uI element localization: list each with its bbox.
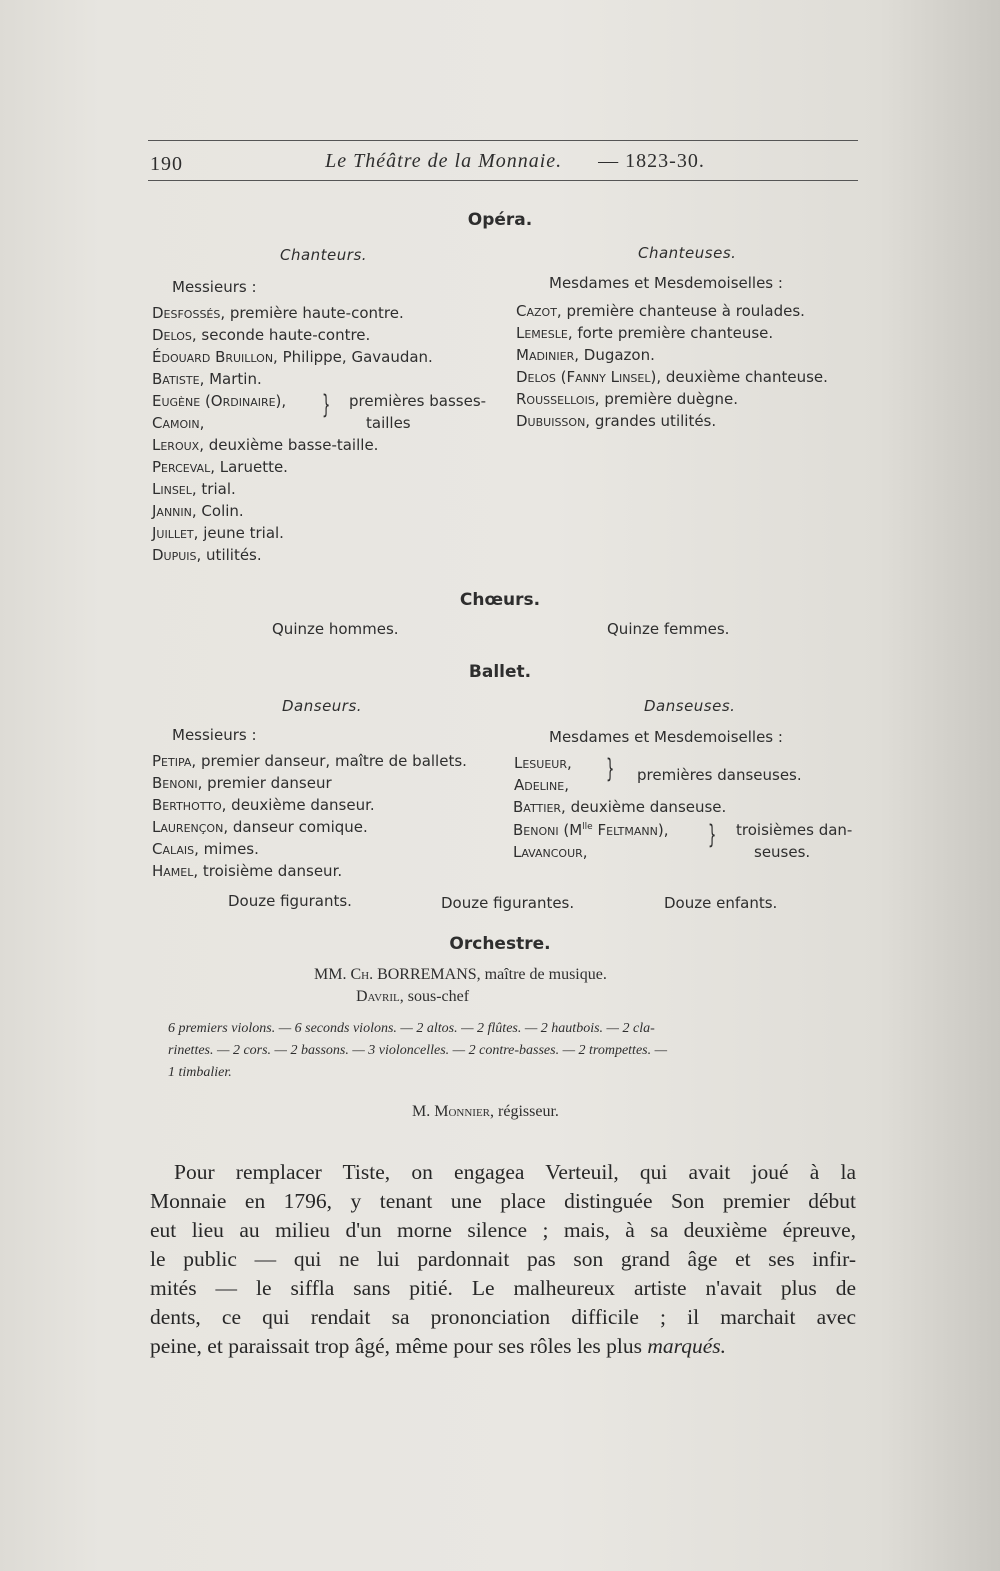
body-line: Monnaie en 1796, y tenant une place distinguée Son premier début xyxy=(150,1189,856,1213)
danseurs-subheading: Danseurs. xyxy=(282,697,363,715)
brace-glyph: } xyxy=(708,820,717,850)
chanteuses-subheading: Chanteuses. xyxy=(638,244,737,262)
danseuses-subheading: Danseuses. xyxy=(644,697,736,715)
danseuses-intro: Mesdames et Mesdemoiselles : xyxy=(549,728,783,746)
douze-figurantes: Douze figurantes. xyxy=(441,894,575,912)
chanteur-line: Juillet, jeune trial. xyxy=(152,524,284,542)
douze-enfants: Douze enfants. xyxy=(664,894,778,912)
choeurs-femmes: Quinze femmes. xyxy=(607,620,730,638)
body-line: Pour remplacer Tiste, on engagea Verteuil, qui avait joué à la xyxy=(174,1160,856,1184)
brace-glyph: } xyxy=(322,390,331,420)
chanteurs-intro: Messieurs : xyxy=(172,278,257,296)
premieres-danseuses: premières danseuses. xyxy=(637,766,802,784)
body-line: eut lieu au milieu d'un morne silence ; mais, à sa deuxième épreuve, xyxy=(150,1218,856,1242)
choeurs-heading: Chœurs. xyxy=(459,590,541,610)
chanteuse-line: Roussellois, première duègne. xyxy=(516,390,739,408)
body-line: dents, ce qui rendait sa prononciation difficile ; il marchait avec xyxy=(150,1305,856,1329)
danseuse-lesueur: Lesueur, xyxy=(514,754,572,772)
body-line: le public — qui ne lui pardonnait pas son grand âge et ses infir- xyxy=(150,1247,856,1271)
chanteur-line: Leroux, deuxième basse-taille. xyxy=(152,436,379,454)
regisseur-line: M. Monnier, régisseur. xyxy=(412,1103,559,1120)
brace-role-line2: tailles xyxy=(366,414,411,432)
chanteur-line: Desfossés, première haute-contre. xyxy=(152,304,404,322)
chanteur-line: Batiste, Martin. xyxy=(152,370,262,388)
opera-heading: Opéra. xyxy=(467,210,533,230)
chanteur-line: Dupuis, utilités. xyxy=(152,546,262,564)
danseur-line: Laurençon, danseur comique. xyxy=(152,818,368,836)
troisiemes-line2: seuses. xyxy=(754,843,811,861)
chanteuses-intro: Mesdames et Mesdemoiselles : xyxy=(549,274,783,292)
running-title xyxy=(0,150,1000,173)
danseurs-intro: Messieurs : xyxy=(172,726,257,744)
danseuse-adeline: Adeline, xyxy=(514,776,570,794)
danseur-line: Berthotto, deuxième danseur. xyxy=(152,796,375,814)
troisiemes-line1: troisièmes dan- xyxy=(736,821,853,839)
instruments-line: 1 timbalier. xyxy=(168,1065,232,1080)
chanteur-line: Jannin, Colin. xyxy=(152,502,244,520)
header-top-rule xyxy=(148,140,858,141)
chanteur-line: Camoin, xyxy=(152,414,205,432)
souschef-line: Davril, sous-chef xyxy=(356,988,470,1005)
body-line: mités — le siffla sans pitié. Le malheureux artiste n'avait plus de xyxy=(150,1276,856,1300)
instruments-line: rinettes. — 2 cors. — 2 bassons. — 3 violoncelles. — 2 contre-basses. — 2 trompettes. — xyxy=(168,1043,668,1058)
chanteuse-line: Dubuisson, grandes utilités. xyxy=(516,412,717,430)
instruments-list xyxy=(168,1018,868,1084)
chanteur-line: Linsel, trial. xyxy=(152,480,236,498)
danseur-line: Benoni, premier danseur xyxy=(152,774,332,792)
brace-role-line1: premières basses- xyxy=(349,392,487,410)
danseuse-lavancour: Lavancour, xyxy=(513,843,588,861)
body-paragraph xyxy=(150,1158,856,1361)
choeurs-hommes: Quinze hommes. xyxy=(272,620,399,638)
brace-glyph: } xyxy=(606,754,615,784)
chanteuse-line: Delos (Fanny Linsel), deuxième chanteuse. xyxy=(516,368,828,386)
running-title-text: Le Théâtre de la Monnaie. xyxy=(325,150,563,172)
danseur-line: Petipa, premier danseur, maître de ballets. xyxy=(152,752,467,770)
chef-line: MM. Ch. BORREMANS, maître de musique. xyxy=(314,966,607,983)
douze-figurants: Douze figurants. xyxy=(228,892,352,910)
danseur-line: Hamel, troisième danseur. xyxy=(152,862,343,880)
chanteurs-subheading: Chanteurs. xyxy=(280,246,368,264)
chanteur-line: Eugène (Ordinaire), xyxy=(152,392,287,410)
chanteuse-line: Madinier, Dugazon. xyxy=(516,346,655,364)
chanteur-line: Perceval, Laruette. xyxy=(152,458,288,476)
orchestre-heading: Orchestre. xyxy=(449,934,551,954)
instruments-line: 6 premiers violons. — 6 seconds violons. — 2 altos. — 2 flûtes. — 2 hautbois. — 2 cla- xyxy=(168,1021,655,1036)
danseuse-line: Battier, deuxième danseuse. xyxy=(513,798,727,816)
chanteuse-line: Lemesle, forte première chanteuse. xyxy=(516,324,774,342)
running-title-dates: — 1823-30. xyxy=(598,150,705,172)
chanteur-line: Delos, seconde haute-contre. xyxy=(152,326,371,344)
body-line: peine, et paraissait trop âgé, même pour ses rôles les plus marqués. xyxy=(150,1334,726,1358)
danseur-line: Calais, mimes. xyxy=(152,840,259,858)
chanteuse-line: Cazot, première chanteuse à roulades. xyxy=(516,302,805,320)
ballet-heading: Ballet. xyxy=(468,662,532,682)
danseuse-benoni: Benoni ($M^{lle}$ Feltmann), xyxy=(513,821,669,839)
chanteur-line: Édouard Bruillon, Philippe, Gavaudan. xyxy=(152,348,433,366)
header-bottom-rule xyxy=(148,180,858,181)
page-number: 190 xyxy=(150,153,183,175)
